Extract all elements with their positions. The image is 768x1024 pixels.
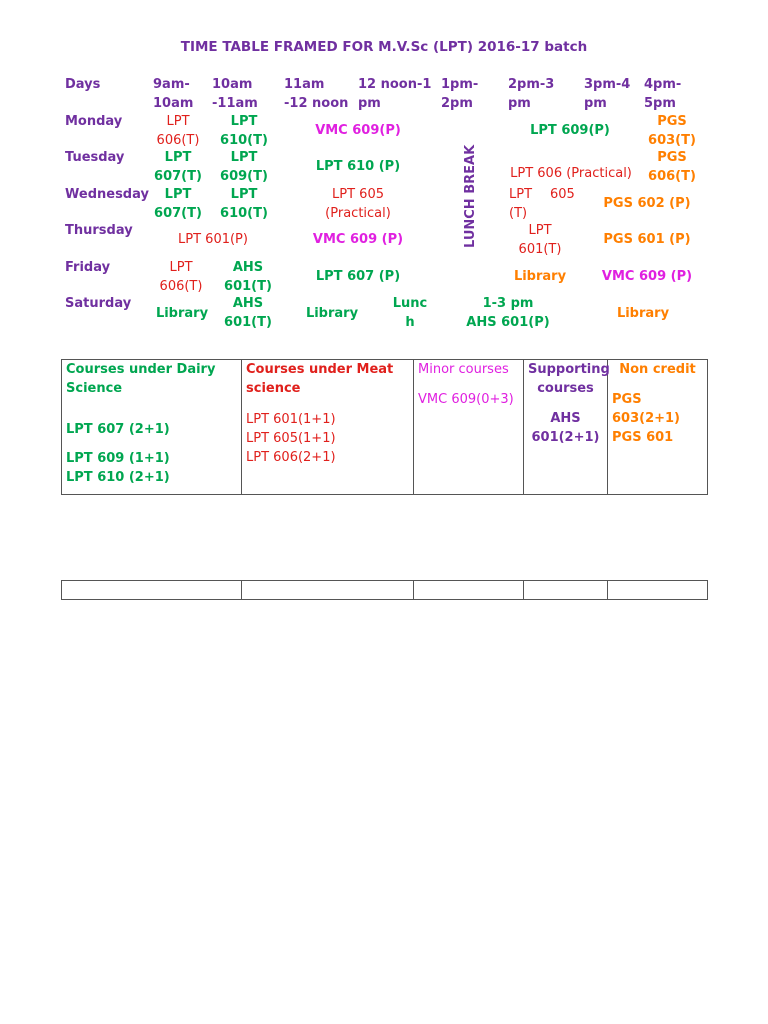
meat-course-list: LPT 601(1+1) LPT 605(1+1) LPT 606(2+1) xyxy=(246,412,336,465)
header-slot-4pm: 4pm- 5pm xyxy=(644,77,682,111)
schedule-cell: LPT 609(P) xyxy=(530,123,610,138)
page-title: TIME TABLE FRAMED FOR M.V.Sc (LPT) 2016-17 batch xyxy=(180,39,588,55)
day-thursday: Thursday xyxy=(65,223,133,238)
minor-courses-cell xyxy=(414,360,524,495)
schedule-cell: LPT 601(T) xyxy=(518,223,562,257)
supporting-course-ahs601: AHS 601(2+1) xyxy=(531,411,600,445)
schedule-cell: AHS 601(T) xyxy=(224,296,272,330)
empty-cell xyxy=(608,581,708,600)
empty-table xyxy=(61,580,708,600)
schedule-cell: LPT 605 (Practical) xyxy=(325,187,391,221)
schedule-cell: LPT 610(T) xyxy=(220,114,268,148)
schedule-cell: Lunc h xyxy=(392,296,428,330)
supporting-courses-cell xyxy=(524,360,608,495)
courses-table xyxy=(61,359,708,495)
header-slot-11am: 11am -12 noon xyxy=(284,77,349,111)
minor-courses-header: Minor courses xyxy=(418,362,509,377)
schedule-cell: Library xyxy=(513,269,567,284)
header-slot-2pm: 2pm-3 pm xyxy=(508,77,555,111)
day-monday: Monday xyxy=(65,114,123,129)
schedule-cell: LPT 610 (P) xyxy=(315,159,401,174)
dairy-science-header: Courses under Dairy Science xyxy=(66,362,216,396)
empty-cell xyxy=(62,581,242,600)
day-tuesday: Tuesday xyxy=(65,150,125,165)
schedule-cell: VMC 609 (P) xyxy=(601,269,693,284)
schedule-cell: Library xyxy=(155,306,209,321)
header-slot-10am: 10am -11am xyxy=(212,77,258,111)
schedule-cell: Library xyxy=(305,306,359,321)
schedule-cell: Library xyxy=(616,306,670,321)
schedule-cell: LPT 601(P) xyxy=(178,232,248,247)
schedule-cell: 605 xyxy=(550,187,575,202)
schedule-cell: 1-3 pm AHS 601(P) xyxy=(466,296,550,330)
dairy-course-607: LPT 607 (2+1) xyxy=(66,422,170,437)
schedule-cell: LPT 606 (Practical) xyxy=(510,166,632,181)
schedule-cell: PGS 602 (P) xyxy=(603,196,691,211)
header-slot-9am: 9am- 10am xyxy=(153,77,194,111)
day-wednesday: Wednesday xyxy=(65,187,149,202)
meat-science-cell xyxy=(242,360,414,495)
schedule-cell: PGS 606(T) xyxy=(648,150,696,184)
schedule-cell: LPT 606(T) xyxy=(156,114,200,148)
non-credit-cell xyxy=(608,360,708,495)
schedule-cell: VMC 609(P) xyxy=(315,123,401,138)
header-slot-1pm: 1pm- 2pm xyxy=(441,77,479,111)
schedule-cell: LPT 607 (P) xyxy=(315,269,401,284)
schedule-cell: LPT 609(T) xyxy=(220,150,268,184)
non-credit-header: Non credit xyxy=(619,362,696,377)
day-saturday: Saturday xyxy=(65,296,132,311)
schedule-cell: AHS 601(T) xyxy=(224,260,272,294)
schedule-cell: LPT xyxy=(509,187,533,202)
minor-course-vmc609: VMC 609(0+3) xyxy=(418,392,514,407)
schedule-cell: (T) xyxy=(509,206,528,221)
header-slot-3pm: 3pm-4 pm xyxy=(584,77,631,111)
lunch-break-label: LUNCH BREAK xyxy=(463,144,478,248)
empty-cell xyxy=(242,581,414,600)
dairy-course-609-610: LPT 609 (1+1) LPT 610 (2+1) xyxy=(66,451,170,485)
meat-science-header: Courses under Meat science xyxy=(246,362,394,396)
schedule-cell: LPT 610(T) xyxy=(220,187,268,221)
schedule-cell: LPT 606(T) xyxy=(159,260,203,294)
header-days: Days xyxy=(65,77,101,92)
schedule-cell: PGS 603(T) xyxy=(648,114,696,148)
empty-cell xyxy=(524,581,608,600)
dairy-science-cell xyxy=(62,360,242,495)
header-slot-12noon: 12 noon-1 pm xyxy=(358,77,432,111)
schedule-cell: PGS 601 (P) xyxy=(603,232,691,247)
supporting-courses-header: Supporting courses xyxy=(528,362,610,396)
empty-cell xyxy=(414,581,524,600)
schedule-cell: LPT 607(T) xyxy=(154,150,202,184)
day-friday: Friday xyxy=(65,260,111,275)
schedule-cell: VMC 609 (P) xyxy=(312,232,404,247)
schedule-cell: LPT 607(T) xyxy=(154,187,202,221)
non-credit-course-list: PGS 603(2+1) PGS 601 xyxy=(612,392,681,445)
